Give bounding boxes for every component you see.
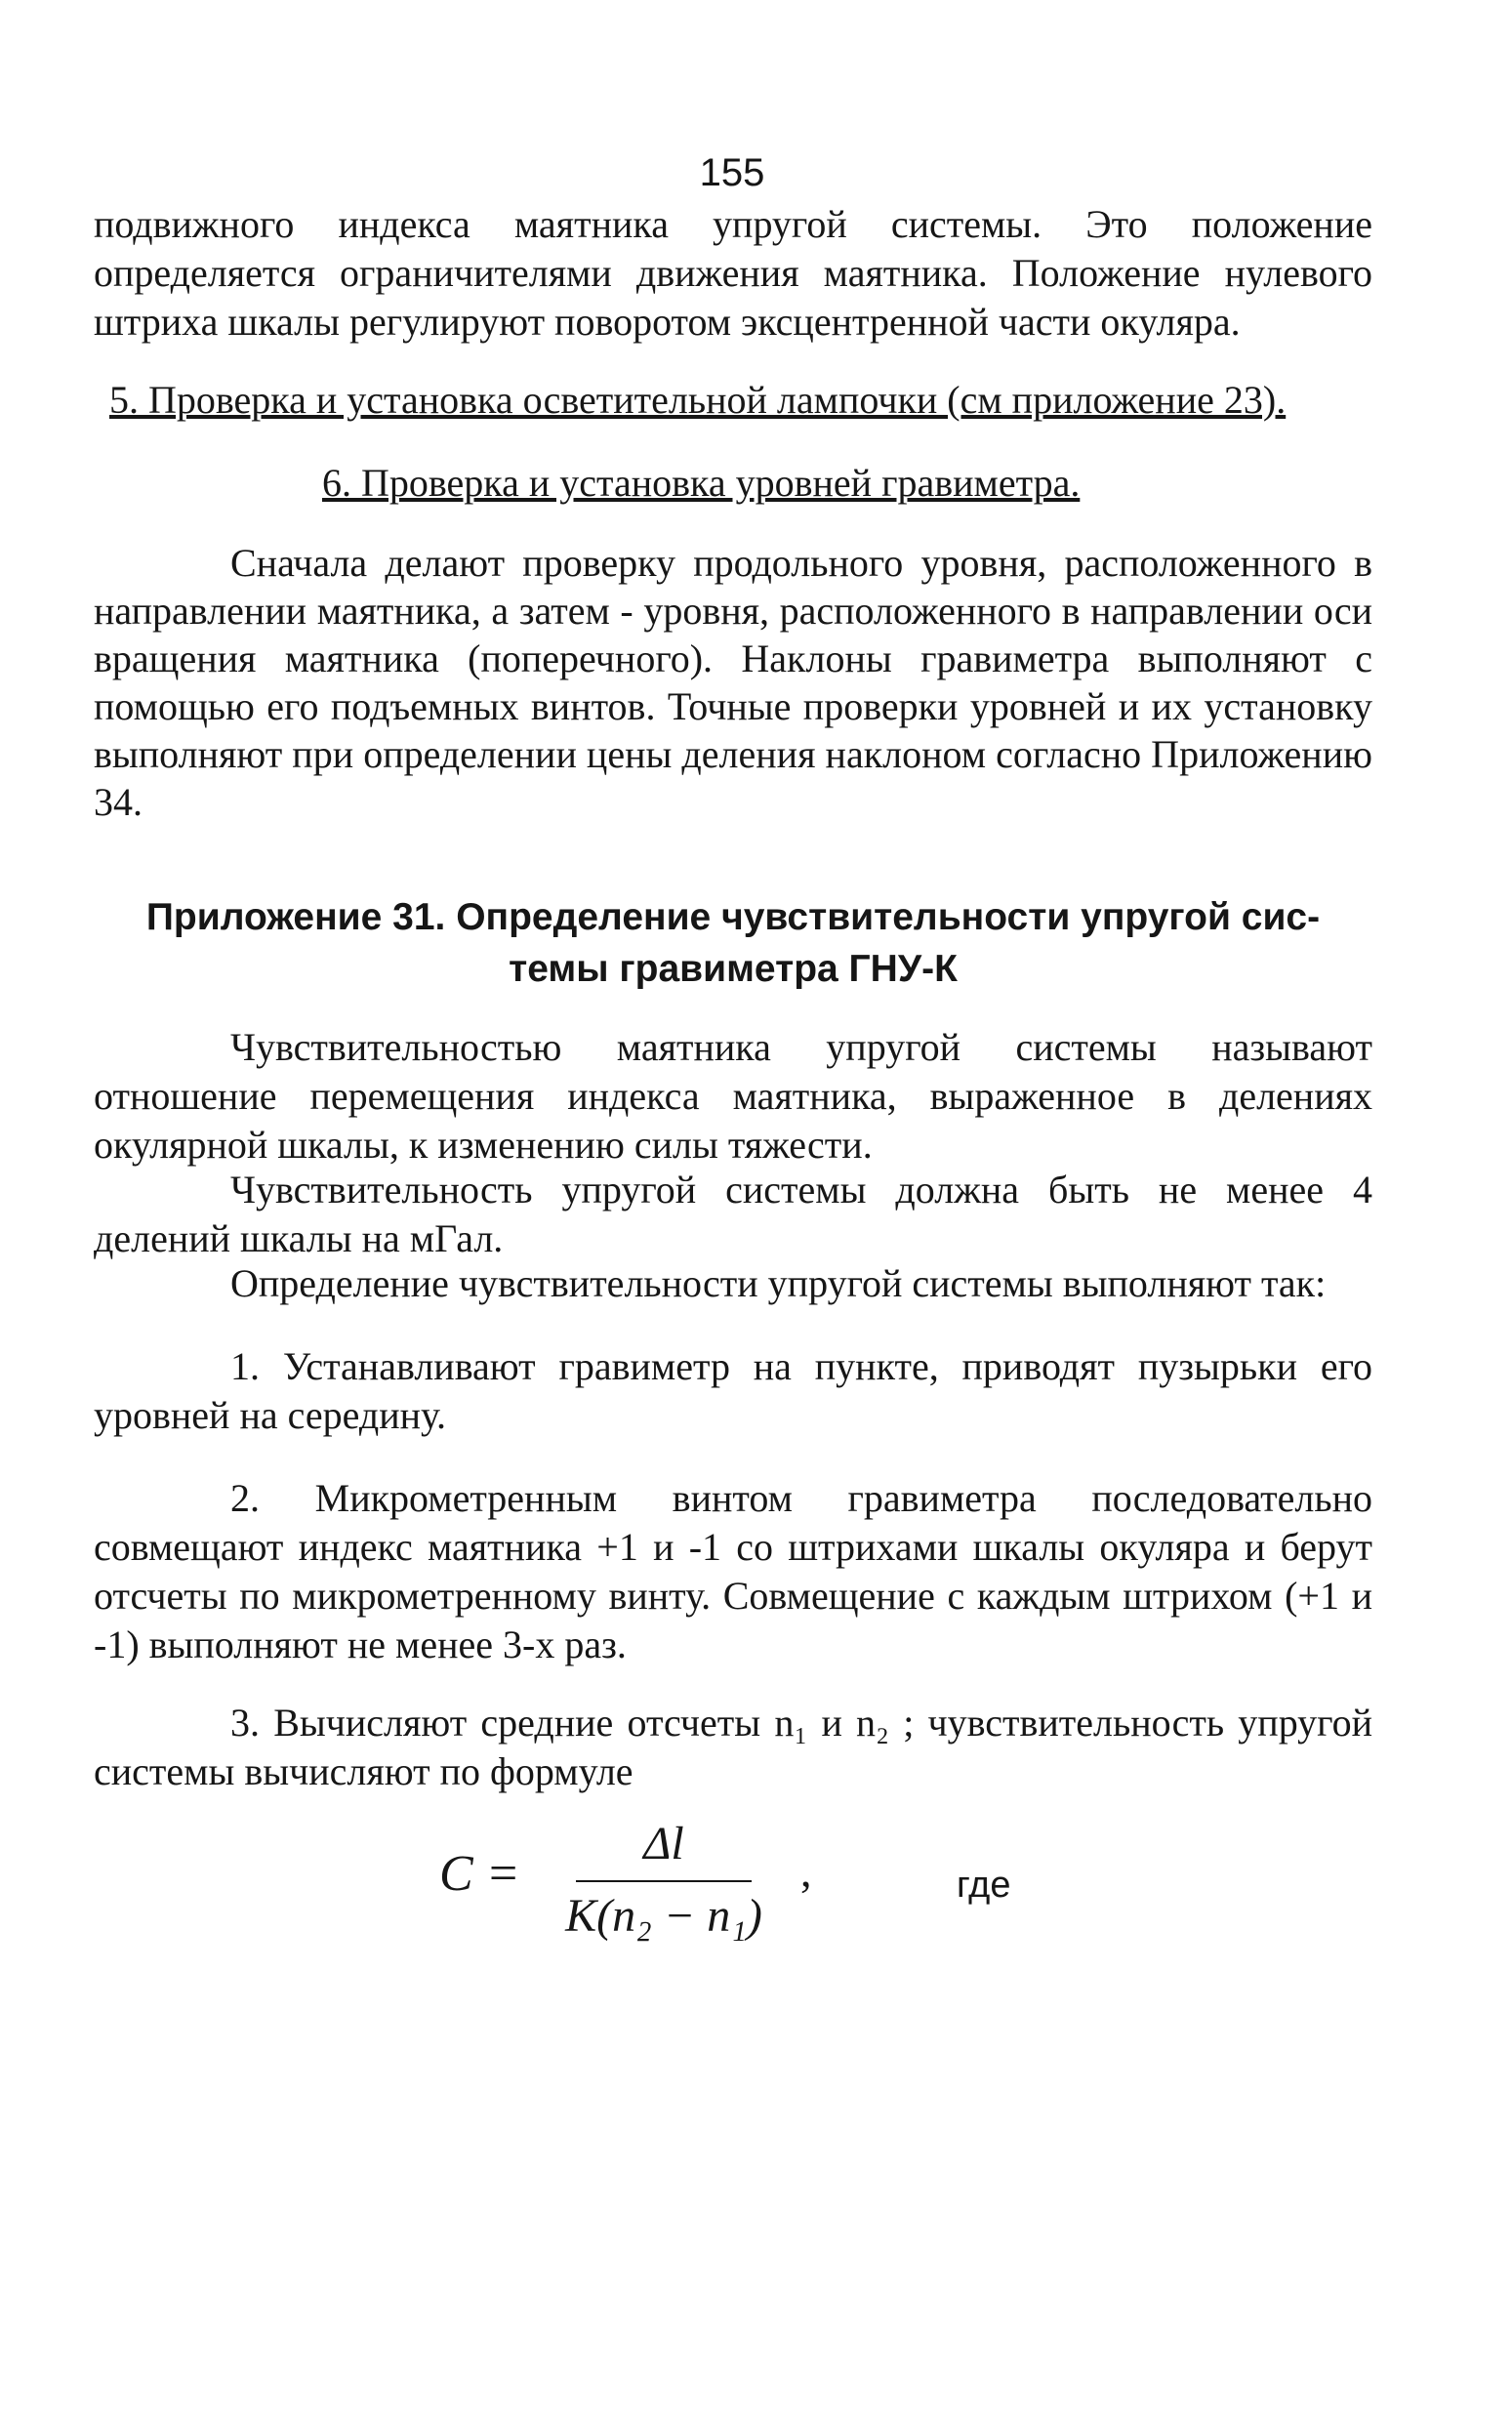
formula-numerator: Δl: [643, 1818, 684, 1869]
levels-paragraph: Сначала делают проверку продольного уровня, расположенного в направлении маятника, а затем - уровня, расположенного в направлении оси вращения маятника (поперечного). Наклоны гравиметра выполняют с помощью его подъемных винтов. Точные проверки уровней и их установку выполняют при определении цены деления наклоном согласно Приложению 34.: [94, 541, 1372, 824]
appendix-title: [94, 891, 1372, 995]
step-1: 1. Устанавливают гравиметр на пункте, приводят пузырьки его уровней на середину.: [94, 1344, 1372, 1437]
procedure-intro: Определение чувствительности упругой системы выполняют так:: [230, 1261, 1327, 1305]
appendix-title-line-2: темы гравиметра ГНУ-К: [509, 948, 958, 990]
formula-comma: ,: [800, 1846, 812, 1896]
section-6-heading: 6. Проверка и установка уровней гравиметра.: [322, 461, 1081, 505]
step-2: 2. Микрометренным винтом гравиметра последовательно совмещают индекс маятника +1 и -1 со штрихами шкалы окуляра и берут отсчеты по микрометренному винту. Совмещение с каждым штрихом (+1 и -1) выполняют не менее 3-х раз.: [94, 1476, 1372, 1666]
section-5-heading: 5. Проверка и установка осветительной лампочки (см приложение 23).: [109, 378, 1287, 422]
formula-where: где: [957, 1865, 1011, 1906]
requirement-paragraph: Чувствительность упругой системы должна быть не менее 4 делений шкалы на мГал.: [94, 1168, 1372, 1260]
formula-fraction-bar: [576, 1880, 752, 1882]
page-number: 155: [699, 151, 765, 194]
formula-fraction: [537, 1816, 791, 1945]
definition-paragraph: Чувствительностью маятника упругой системы называют отношение перемещения индекса маятника, выраженное в делениях окулярной шкалы, к изменению силы тяжести.: [94, 1025, 1372, 1167]
step-3: 3. Вычисляют средние отсчеты n₁ и n₂ ; чувствительность упругой системы вычисляют по формуле: [94, 1701, 1372, 1793]
sensitivity-formula: [439, 1816, 1123, 1943]
appendix-title-line-1: Приложение 31. Определение чувствительности упругой сис-: [145, 896, 1321, 938]
formula-denominator: K(n₂ − n₁): [565, 1890, 762, 1942]
top-paragraph: подвижного индекса маятника упругой системы. Это положение определяется ограничителями движения маятника. Положение нулевого штриха шкалы регулируют поворотом эксцентренной части окуляра.: [94, 202, 1372, 344]
formula-lhs: C =: [439, 1846, 520, 1902]
